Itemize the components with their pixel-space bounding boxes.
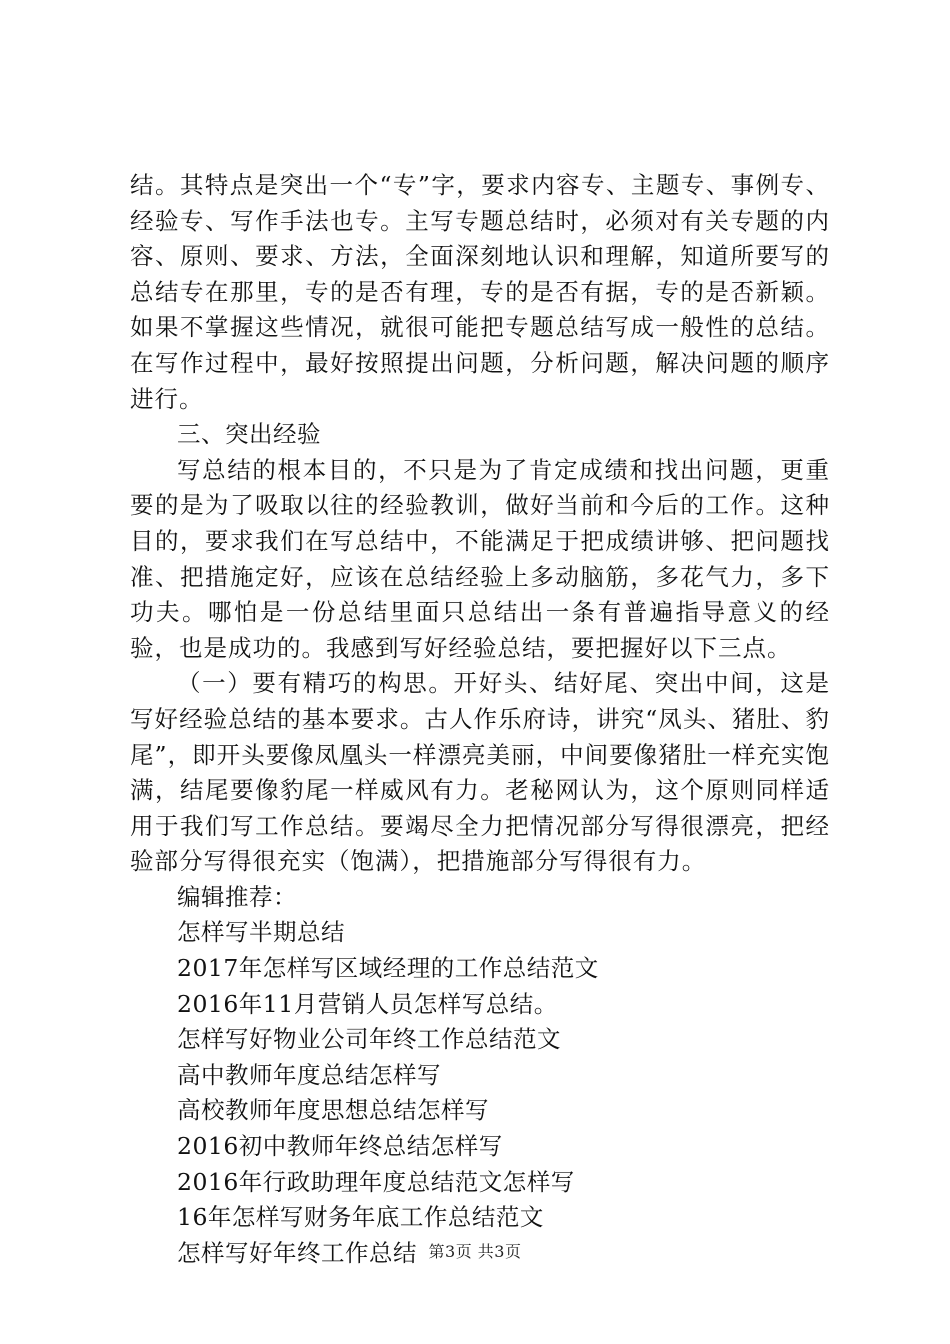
paragraph-intro: 结。其特点是突出一个“专”字，要求内容专、主题专、事例专、经验专、写作手法也专。主写专题总结时，必须对有关专题的内容、原则、要求、方法，全面深刻地认识和理解，知道所要写的总结专在那里，专的是否有理，专的是否有据，专的是否新颖。如果不掌握这些情况，就很可能把专题总结写成一般性的总结。在写作过程中，最好按照提出问题，分析问题，解决问题的顺序进行。: [130, 171, 830, 413]
recommend-item[interactable]: 高校教师年度思想总结怎样写: [177, 1096, 489, 1125]
recommend-item[interactable]: 怎样写好年终工作总结: [177, 1238, 417, 1267]
recommend-item[interactable]: 2016初中教师年终总结怎样写: [177, 1132, 503, 1161]
recommend-item[interactable]: 高中教师年度总结怎样写: [177, 1060, 441, 1089]
paragraph-point-one: （一）要有精巧的构思。开好头、结好尾、突出中间，这是写好经验总结的基本要求。古人作乐府诗，讲究“凤头、猪肚、豹尾”，即开头要像凤凰头一样漂亮美丽，中间要像猪肚一样充实饱满，结尾要像豹尾一样威风有力。老秘网认为，这个原则同样适用于我们写工作总结。要竭尽全力把情况部分写得很漂亮，把经验部分写得很充实（饱满），把措施部分写得很有力。: [130, 669, 830, 876]
recommend-item[interactable]: 怎样写好物业公司年终工作总结范文: [177, 1025, 561, 1054]
recommend-item[interactable]: 2016年行政助理年度总结范文怎样写: [177, 1167, 575, 1196]
document-body: [130, 168, 830, 1271]
paragraph-purpose: 写总结的根本目的，不只是为了肯定成绩和找出问题，更重要的是为了吸取以往的经验教训，做好当前和今后的工作。这种目的，要求我们在写总结中，不能满足于把成绩讲够、把问题找准、把措施定好，应该在总结经验上多动脑筋，多花气力，多下功夫。哪怕是一份总结里面只总结出一条有普遍指导意义的经验，也是成功的。我感到写好经验总结，要把握好以下三点。: [130, 455, 830, 662]
recommend-label: 编辑推荐：: [177, 882, 297, 911]
recommend-item[interactable]: 2016年11月营销人员怎样写总结。: [177, 989, 558, 1018]
section-heading: 三、突出经验: [177, 420, 321, 449]
recommend-item[interactable]: 怎样写半期总结: [177, 918, 345, 947]
page-footer: [0, 1242, 950, 1262]
page-indicator: 第3页 共3页: [428, 1242, 522, 1261]
recommend-item[interactable]: 2017年怎样写区域经理的工作总结范文: [177, 954, 599, 983]
recommend-item[interactable]: 16年怎样写财务年底工作总结范文: [177, 1203, 544, 1232]
recommend-list: [130, 915, 830, 1271]
